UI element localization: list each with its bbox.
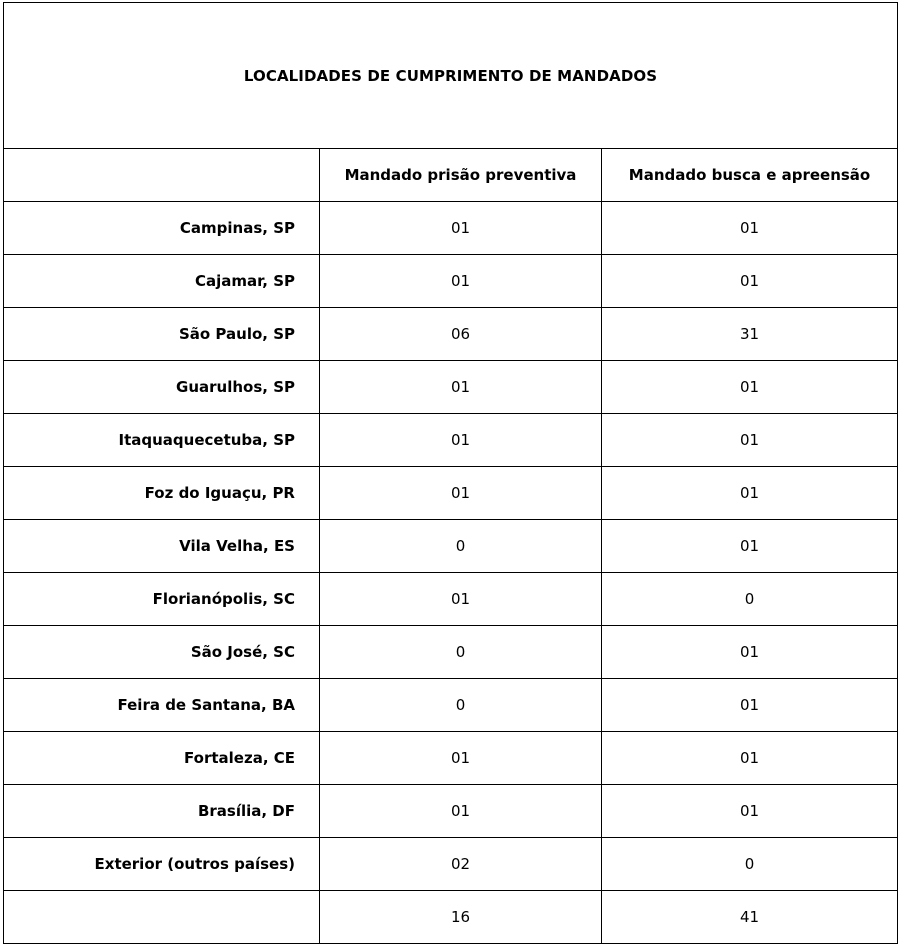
prisao-count-cell: 0 [320,520,602,573]
prisao-count-cell: 01 [320,785,602,838]
header-empty-cell [4,149,320,202]
table-row [4,573,898,626]
busca-count-cell: 01 [602,414,898,467]
location-cell: Guarulhos, SP [4,361,320,414]
prisao-count-cell: 01 [320,467,602,520]
location-cell: Feira de Santana, BA [4,679,320,732]
prisao-count-cell: 02 [320,838,602,891]
location-cell: Itaquaquecetuba, SP [4,414,320,467]
busca-count-cell: 01 [602,467,898,520]
totals-row [4,891,898,944]
table-row [4,414,898,467]
prisao-count-cell: 0 [320,679,602,732]
table-row [4,202,898,255]
prisao-count-cell: 06 [320,308,602,361]
table-row [4,626,898,679]
prisao-count-cell: 01 [320,202,602,255]
location-cell: São José, SC [4,626,320,679]
location-cell: Vila Velha, ES [4,520,320,573]
table-row [4,361,898,414]
prisao-count-cell: 01 [320,255,602,308]
busca-total-cell: 41 [602,891,898,944]
title-row [4,3,898,149]
header-row [4,149,898,202]
location-cell: Cajamar, SP [4,255,320,308]
location-cell: Foz do Iguaçu, PR [4,467,320,520]
document-page [3,2,897,946]
busca-count-cell: 31 [602,308,898,361]
location-cell: Fortaleza, CE [4,732,320,785]
table-row [4,679,898,732]
busca-count-cell: 01 [602,626,898,679]
prisao-total-cell: 16 [320,891,602,944]
table-row [4,785,898,838]
location-cell: Campinas, SP [4,202,320,255]
location-cell: Exterior (outros países) [4,838,320,891]
prisao-count-cell: 0 [320,626,602,679]
location-cell: Florianópolis, SC [4,573,320,626]
prisao-count-cell: 01 [320,573,602,626]
prisao-count-cell: 01 [320,732,602,785]
busca-count-cell: 01 [602,732,898,785]
busca-count-cell: 01 [602,679,898,732]
mandados-table [3,2,898,944]
prisao-count-cell: 01 [320,361,602,414]
table-row [4,838,898,891]
busca-count-cell: 01 [602,520,898,573]
table-row [4,308,898,361]
busca-count-cell: 01 [602,785,898,838]
header-busca-apreensao: Mandado busca e apreensão [602,149,898,202]
table-title: LOCALIDADES DE CUMPRIMENTO DE MANDADOS [4,3,898,149]
busca-count-cell: 01 [602,255,898,308]
location-cell: São Paulo, SP [4,308,320,361]
busca-count-cell: 0 [602,573,898,626]
busca-count-cell: 0 [602,838,898,891]
table-row [4,255,898,308]
table-row [4,732,898,785]
table-row [4,467,898,520]
busca-count-cell: 01 [602,361,898,414]
table-row [4,520,898,573]
header-prisao-preventiva: Mandado prisão preventiva [320,149,602,202]
prisao-count-cell: 01 [320,414,602,467]
location-cell: Brasília, DF [4,785,320,838]
totals-label-cell [4,891,320,944]
busca-count-cell: 01 [602,202,898,255]
